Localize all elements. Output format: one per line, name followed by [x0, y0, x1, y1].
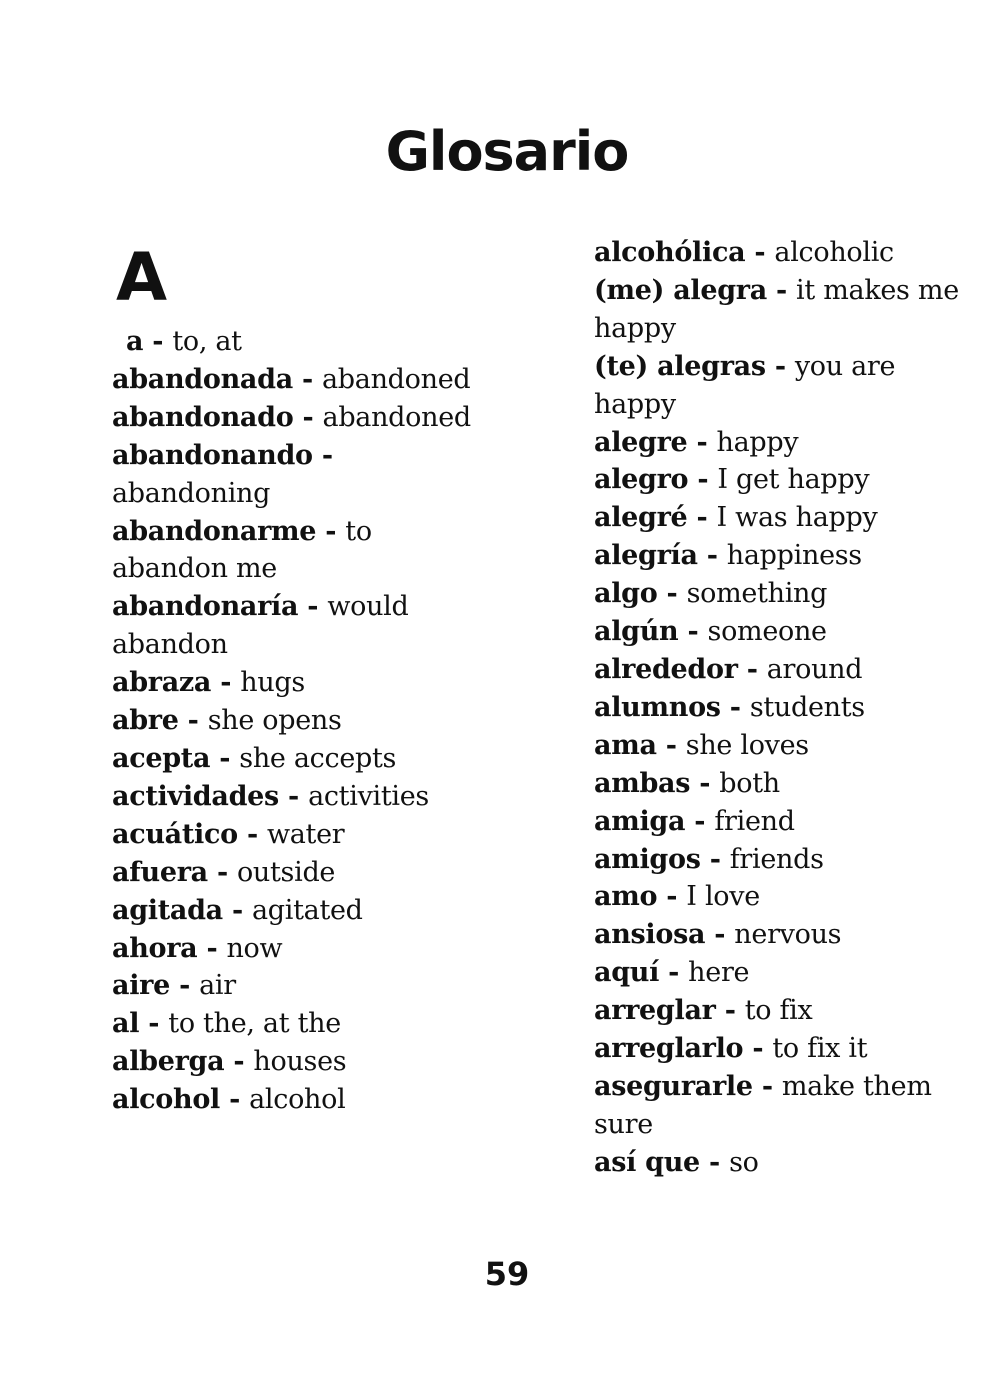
glossary-headword: a [126, 326, 144, 357]
section-letter-heading: A [116, 239, 168, 316]
glossary-definition: abandoning [112, 477, 271, 509]
glossary-headword: así que [594, 1146, 700, 1178]
glossary-headword: asegurarle [594, 1070, 753, 1102]
glossary-separator: - [766, 274, 797, 306]
glossary-entry [594, 1144, 974, 1182]
glossary-definition: alcohol [249, 1084, 346, 1116]
glossary-separator: - [197, 932, 227, 964]
glossary-definition: you are happy [594, 350, 896, 420]
glossary-definition: happiness [726, 540, 862, 572]
glossary-separator: - [659, 957, 689, 989]
glossary-entry [594, 234, 974, 272]
glossary-definition: to the, at the [168, 1008, 341, 1040]
glossary-entry [112, 1043, 492, 1081]
glossary-headword: arreglar [594, 995, 716, 1027]
glossary-separator: - [657, 881, 687, 913]
glossary-separator: - [743, 1033, 773, 1065]
glossary-definition: something [686, 578, 828, 610]
glossary-definition: houses [253, 1046, 347, 1078]
glossary-separator: - [690, 767, 720, 799]
glossary-headword: abandonando [112, 439, 313, 471]
glossary-entry [112, 588, 492, 664]
glossary-separator: - [211, 667, 241, 699]
glossary-headword: amigos [594, 843, 701, 875]
glossary-separator: - [700, 843, 730, 875]
glossary-separator: - [699, 1146, 730, 1178]
glossary-definition: activities [308, 780, 429, 812]
glossary-definition: she accepts [239, 742, 397, 774]
glossary-entry [594, 1030, 974, 1068]
glossary-separator: - [697, 540, 727, 572]
glossary-entry [594, 803, 974, 841]
glossary-separator: - [737, 653, 767, 685]
glossary-headword: (me) alegra [594, 274, 767, 306]
glossary-definition: I get happy [717, 464, 870, 496]
glossary-separator: - [237, 818, 267, 850]
glossary-entry [112, 930, 492, 968]
glossary-headword: alrededor [594, 653, 738, 685]
glossary-headword: ambas [594, 767, 691, 799]
glossary-headword: alegro [594, 464, 689, 496]
glossary-headword: alcohólica [594, 237, 746, 268]
glossary-entry [112, 816, 492, 854]
glossary-headword: abandonado [112, 401, 294, 433]
glossary-separator: - [178, 705, 208, 737]
glossary-headword: afuera [112, 856, 208, 888]
glossary-headword: (te) alegras [594, 350, 766, 382]
glossary-separator: - [169, 970, 200, 1002]
glossary-headword: alberga [112, 1046, 225, 1078]
glossary-separator: - [222, 894, 252, 926]
glossary-entry [594, 1068, 974, 1144]
glossary-definition: make them sure [594, 1070, 932, 1140]
glossary-separator: - [687, 426, 717, 458]
glossary-separator: - [143, 326, 173, 357]
glossary-definition: around [766, 653, 863, 685]
glossary-definition: happy [716, 426, 799, 458]
glossary-definition: so [729, 1146, 759, 1178]
glossary-headword: alegré [594, 502, 688, 534]
glossary-definition: students [749, 691, 865, 723]
glossary-definition: I was happy [716, 502, 878, 534]
glossary-separator: - [316, 515, 346, 547]
glossary-headword: ahora [112, 932, 198, 964]
glossary-entry [594, 272, 974, 348]
glossary-headword: amiga [594, 805, 686, 837]
glossary-definition: outside [236, 856, 336, 888]
glossary-definition: water [266, 818, 345, 850]
glossary-headword: aire [112, 970, 170, 1002]
glossary-definition: friend [714, 805, 795, 837]
glossary-headword: alumnos [594, 691, 721, 723]
glossary-entry [594, 537, 974, 575]
glossary-separator: - [685, 805, 715, 837]
glossary-entry [594, 954, 974, 992]
glossary-definition: nervous [734, 919, 842, 951]
glossary-definition: abandoned [322, 401, 471, 433]
glossary-headword: ansiosa [594, 919, 706, 951]
glossary-definition: I love [686, 881, 760, 913]
glossary-headword: al [112, 1008, 140, 1040]
glossary-separator: - [224, 1046, 254, 1078]
glossary-entry [112, 778, 492, 816]
glossary-headword: abre [112, 705, 179, 737]
glossary-entry [112, 399, 492, 437]
glossary-definition: alcoholic [774, 237, 894, 268]
glossary-entry [112, 1005, 492, 1043]
glossary-definition: to abandon me [112, 515, 372, 585]
glossary-entry [594, 613, 974, 651]
glossary-entry [112, 740, 492, 778]
glossary-entry [112, 361, 492, 399]
glossary-separator: - [678, 616, 708, 648]
glossary-separator: - [687, 502, 717, 534]
glossary-entry [594, 916, 974, 954]
glossary-entry [112, 702, 492, 740]
glossary-entry [594, 499, 974, 537]
glossary-definition: would abandon [112, 591, 409, 661]
glossary-headword: abandonarme [112, 515, 317, 547]
glossary-separator: - [656, 729, 686, 761]
glossary-definition: both [719, 767, 780, 799]
glossary-definition: it makes me happy [594, 274, 959, 344]
glossary-entry [594, 878, 974, 916]
glossary-entry [112, 664, 492, 702]
glossary-entry [112, 892, 492, 930]
glossary-column-left [112, 323, 492, 1119]
glossary-headword: arreglarlo [594, 1033, 744, 1065]
glossary-definition: someone [707, 616, 827, 648]
page-title: Glosario [385, 120, 629, 183]
glossary-entry [594, 727, 974, 765]
glossary-separator: - [752, 1070, 782, 1102]
glossary-entry [594, 841, 974, 879]
glossary-separator: - [688, 464, 718, 496]
glossary-separator: - [210, 742, 240, 774]
glossary-entry [594, 348, 974, 424]
glossary-entry [112, 437, 492, 513]
glossary-separator: - [745, 237, 775, 268]
glossary-definition: to fix it [772, 1033, 868, 1065]
glossary-entry [112, 323, 492, 361]
glossary-definition: friends [729, 843, 824, 875]
glossary-headword: agitada [112, 894, 223, 926]
glossary-separator: - [657, 578, 687, 610]
glossary-entry [594, 992, 974, 1030]
glossary-entry [594, 689, 974, 727]
glossary-separator: - [312, 439, 333, 471]
glossary-headword: abraza [112, 667, 212, 699]
glossary-separator: - [293, 401, 323, 433]
glossary-entry [594, 461, 974, 499]
glossary-definition: air [199, 970, 236, 1002]
glossary-definition: to, at [172, 326, 242, 357]
glossary-separator: - [715, 995, 745, 1027]
glossary-definition: to fix [744, 995, 813, 1027]
glossary-definition: abandoned [322, 363, 471, 395]
glossary-entry [112, 967, 492, 1005]
glossary-entry [594, 575, 974, 613]
glossary-headword: ama [594, 729, 657, 761]
glossary-definition: she loves [685, 729, 809, 761]
glossary-headword: aquí [594, 957, 660, 989]
glossary-entry [594, 765, 974, 803]
glossary-headword: algo [594, 578, 658, 610]
glossary-separator: - [765, 350, 795, 382]
glossary-separator: - [298, 591, 328, 623]
glossary-entry [594, 424, 974, 462]
glossary-headword: alcohol [112, 1084, 220, 1116]
glossary-entry [594, 651, 974, 689]
glossary-separator: - [720, 691, 750, 723]
glossary-definition: she opens [207, 705, 342, 737]
glossary-separator: - [220, 1084, 250, 1116]
glossary-headword: abandonaría [112, 591, 299, 623]
glossary-headword: alegre [594, 426, 688, 458]
glossary-separator: - [278, 780, 309, 812]
glossary-headword: abandonada [112, 363, 293, 395]
glossary-entry [112, 854, 492, 892]
glossary-entry [112, 1081, 492, 1119]
glossary-headword: acepta [112, 742, 211, 774]
glossary-separator: - [705, 919, 735, 951]
glossary-definition: hugs [240, 667, 305, 699]
glossary-headword: amo [594, 881, 658, 913]
glossary-headword: actividades [112, 780, 279, 812]
page-number: 59 [484, 1255, 530, 1293]
glossary-definition: now [226, 932, 283, 964]
glossary-column-right [594, 234, 974, 1182]
glossary-definition: agitated [251, 894, 363, 926]
glossary-headword: acuático [112, 818, 238, 850]
glossary-separator: - [207, 856, 237, 888]
glossary-entry [112, 513, 492, 589]
glossary-definition: here [688, 957, 750, 989]
glossary-headword: alegría [594, 540, 698, 572]
glossary-headword: algún [594, 616, 679, 648]
glossary-separator: - [139, 1008, 169, 1040]
glossary-separator: - [292, 363, 322, 395]
